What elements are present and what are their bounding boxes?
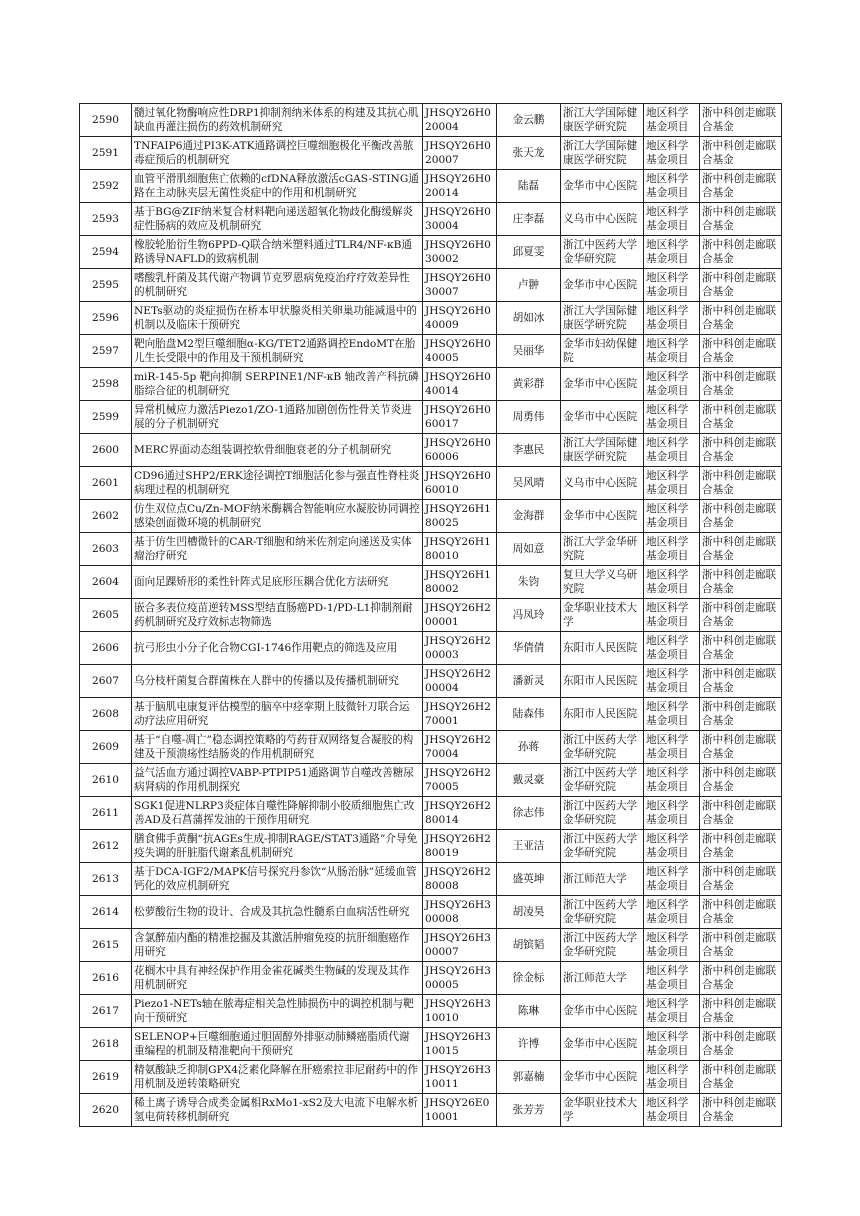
project-title: 抗弓形虫小分子化合物CGI-1746作用靶点的筛选及应用: [132, 632, 423, 665]
applicant-name: 冯凤玲: [497, 599, 561, 632]
project-type: 地区科学基金项目: [644, 1094, 700, 1127]
institution: 浙江大学国际健康医学研究院: [561, 434, 644, 467]
applicant-name: 张天龙: [497, 137, 561, 170]
fund-name: 浙中科创走廊联合基金: [700, 269, 782, 302]
institution: 浙江师范大学: [561, 863, 644, 896]
table-row: [80, 302, 782, 335]
project-type: 地区科学基金项目: [644, 764, 700, 797]
project-type: 地区科学基金项目: [644, 335, 700, 368]
fund-name: 浙中科创走廊联合基金: [700, 764, 782, 797]
fund-name: 浙中科创走廊联合基金: [700, 698, 782, 731]
institution: 义乌市中心医院: [561, 203, 644, 236]
project-type: 地区科学基金项目: [644, 995, 700, 1028]
applicant-name: 胡如冰: [497, 302, 561, 335]
project-type: 地区科学基金项目: [644, 863, 700, 896]
project-title: MERC界面动态组装调控软骨细胞衰老的分子机制研究: [132, 434, 423, 467]
serial-number: 2611: [80, 797, 132, 830]
application-code: JHSQY26H310010: [423, 995, 497, 1028]
project-title: 橡胶轮胎衍生物6PPD-Q联合纳米塑料通过TLR4/NF-κB通路诱导NAFLD的致病机制: [132, 236, 423, 269]
fund-name: 浙中科创走廊联合基金: [700, 434, 782, 467]
fund-name: 浙中科创走廊联合基金: [700, 1094, 782, 1127]
fund-name: 浙中科创走廊联合基金: [700, 632, 782, 665]
applicant-name: 陆磊: [497, 170, 561, 203]
applicant-name: 庄李磊: [497, 203, 561, 236]
fund-name: 浙中科创走廊联合基金: [700, 929, 782, 962]
serial-number: 2613: [80, 863, 132, 896]
applicant-name: 吴丽华: [497, 335, 561, 368]
application-code: JHSQY26H060010: [423, 467, 497, 500]
table-row: [80, 236, 782, 269]
table-row: [80, 665, 782, 698]
fund-name: 浙中科创走廊联合基金: [700, 104, 782, 137]
fund-name: 浙中科创走廊联合基金: [700, 896, 782, 929]
application-code: JHSQY26H270004: [423, 731, 497, 764]
institution: 复旦大学义乌研究院: [561, 566, 644, 599]
serial-number: 2602: [80, 500, 132, 533]
serial-number: 2601: [80, 467, 132, 500]
serial-number: 2592: [80, 170, 132, 203]
table-row: [80, 962, 782, 995]
fund-name: 浙中科创走廊联合基金: [700, 1061, 782, 1094]
fund-name: 浙中科创走廊联合基金: [700, 302, 782, 335]
applicant-name: 盛英坤: [497, 863, 561, 896]
serial-number: 2609: [80, 731, 132, 764]
applicant-name: 陈琳: [497, 995, 561, 1028]
project-type: 地区科学基金项目: [644, 104, 700, 137]
project-title: NETs驱动的炎症损伤在桥本甲状腺炎相关卵巢功能减退中的机制以及临床干预研究: [132, 302, 423, 335]
application-code: JHSQY26E010001: [423, 1094, 497, 1127]
project-type: 地区科学基金项目: [644, 170, 700, 203]
fund-name: 浙中科创走廊联合基金: [700, 797, 782, 830]
applicant-name: 吴风晴: [497, 467, 561, 500]
institution: 金华市中心医院: [561, 995, 644, 1028]
project-type: 地区科学基金项目: [644, 665, 700, 698]
application-code: JHSQY26H030002: [423, 236, 497, 269]
application-code: JHSQY26H180002: [423, 566, 497, 599]
project-title: Piezo1-NETs轴在脓毒症相关急性肺损伤中的调控机制与靶向干预研究: [132, 995, 423, 1028]
project-title: 膳食佛手黄酮“抗AGEs生成-抑制RAGE/STAT3通路”介导免疫失调的肝脏脂代谢紊乱机制研究: [132, 830, 423, 863]
project-title: 稀土离子诱导合成类金属相RxMo1-xS2及大电流下电解水析氢电荷转移机制研究: [132, 1094, 423, 1127]
application-code: JHSQY26H040014: [423, 368, 497, 401]
institution: 浙江大学金华研究院: [561, 533, 644, 566]
project-title: 松萝酸衍生物的设计、合成及其抗急性髓系白血病活性研究: [132, 896, 423, 929]
project-type: 地区科学基金项目: [644, 401, 700, 434]
serial-number: 2598: [80, 368, 132, 401]
applicant-name: 周勇伟: [497, 401, 561, 434]
applicant-name: 徐志伟: [497, 797, 561, 830]
project-type: 地区科学基金项目: [644, 467, 700, 500]
serial-number: 2604: [80, 566, 132, 599]
serial-number: 2612: [80, 830, 132, 863]
project-type: 地区科学基金项目: [644, 500, 700, 533]
institution: 东阳市人民医院: [561, 632, 644, 665]
fund-name: 浙中科创走廊联合基金: [700, 500, 782, 533]
institution: 浙江大学国际健康医学研究院: [561, 104, 644, 137]
project-title: miR-145-5p 靶向抑制 SERPINE1/NF-κB 轴改善产科抗磷脂综合征的机制研究: [132, 368, 423, 401]
project-type: 地区科学基金项目: [644, 434, 700, 467]
table-row: [80, 995, 782, 1028]
institution: 浙江大学国际健康医学研究院: [561, 302, 644, 335]
application-code: JHSQY26H310015: [423, 1028, 497, 1061]
project-type: 地区科学基金项目: [644, 533, 700, 566]
institution: 金华市中心医院: [561, 500, 644, 533]
serial-number: 2599: [80, 401, 132, 434]
project-title: 基于DCA-IGF2/MAPK信号探究丹参饮“从肠治脉”延缓血管钙化的效应机制研究: [132, 863, 423, 896]
application-code: JHSQY26H200001: [423, 599, 497, 632]
fund-name: 浙中科创走廊联合基金: [700, 467, 782, 500]
application-code: JHSQY26H060017: [423, 401, 497, 434]
application-code: JHSQY26H300008: [423, 896, 497, 929]
table-row: [80, 566, 782, 599]
project-title: 髓过氧化物酶响应性DRP1抑制剂纳米体系的构建及其抗心肌缺血再灌注损伤的药效机制研究: [132, 104, 423, 137]
project-title: 基于仿生凹槽微针的CAR-T细胞和纳米佐剂定向递送及实体瘤治疗研究: [132, 533, 423, 566]
table-body: [80, 104, 782, 1127]
project-type: 地区科学基金项目: [644, 599, 700, 632]
fund-name: 浙中科创走廊联合基金: [700, 1028, 782, 1061]
table-row: [80, 1094, 782, 1127]
project-title: 乌分枝杆菌复合群菌株在人群中的传播以及传播机制研究: [132, 665, 423, 698]
serial-number: 2591: [80, 137, 132, 170]
table-row: [80, 896, 782, 929]
project-type: 地区科学基金项目: [644, 137, 700, 170]
table-row: [80, 731, 782, 764]
project-type: 地区科学基金项目: [644, 368, 700, 401]
institution: 金华市妇幼保健院: [561, 335, 644, 368]
fund-name: 浙中科创走廊联合基金: [700, 533, 782, 566]
applicant-name: 李惠民: [497, 434, 561, 467]
application-code: JHSQY26H040005: [423, 335, 497, 368]
application-code: JHSQY26H270001: [423, 698, 497, 731]
serial-number: 2618: [80, 1028, 132, 1061]
project-type: 地区科学基金项目: [644, 698, 700, 731]
table-row: [80, 203, 782, 236]
institution: 浙江中医药大学金华研究院: [561, 236, 644, 269]
institution: 金华市中心医院: [561, 1061, 644, 1094]
project-title: CD96通过SHP2/ERK途径调控T细胞活化参与强直性脊柱炎病理过程的机制研究: [132, 467, 423, 500]
applicant-name: 卢翀: [497, 269, 561, 302]
table-row: [80, 797, 782, 830]
project-type: 地区科学基金项目: [644, 302, 700, 335]
applicant-name: 金云鹏: [497, 104, 561, 137]
applicant-name: 胡凌昊: [497, 896, 561, 929]
application-code: JHSQY26H270005: [423, 764, 497, 797]
serial-number: 2608: [80, 698, 132, 731]
project-type: 地区科学基金项目: [644, 731, 700, 764]
project-title: 含氯醉茄内酯的精准挖掘及其激活肿瘤免疫的抗肝细胞癌作用研究: [132, 929, 423, 962]
application-code: JHSQY26H180010: [423, 533, 497, 566]
project-title: 异常机械应力激活Piezo1/ZO-1通路加剧创伤性骨关节炎进展的分子机制研究: [132, 401, 423, 434]
serial-number: 2607: [80, 665, 132, 698]
table-row: [80, 1061, 782, 1094]
serial-number: 2620: [80, 1094, 132, 1127]
project-title: 基于脑肌电康复评估模型的脑卒中痉挛期上肢微针刀联合运动疗法应用研究: [132, 698, 423, 731]
institution: 浙江师范大学: [561, 962, 644, 995]
project-type: 地区科学基金项目: [644, 1028, 700, 1061]
table-row: [80, 764, 782, 797]
institution: 浙江中医药大学金华研究院: [561, 731, 644, 764]
applicant-name: 王亚洁: [497, 830, 561, 863]
application-code: JHSQY26H310011: [423, 1061, 497, 1094]
project-title: TNFAIP6通过PI3K-ATK通路调控巨噬细胞极化平衡改善脓毒症预后的机制研究: [132, 137, 423, 170]
fund-name: 浙中科创走廊联合基金: [700, 962, 782, 995]
institution: 义乌市中心医院: [561, 467, 644, 500]
serial-number: 2593: [80, 203, 132, 236]
institution: 金华市中心医院: [561, 401, 644, 434]
project-type: 地区科学基金项目: [644, 236, 700, 269]
application-code: JHSQY26H280019: [423, 830, 497, 863]
applicant-name: 张芳芳: [497, 1094, 561, 1127]
applicant-name: 周如意: [497, 533, 561, 566]
application-code: JHSQY26H020007: [423, 137, 497, 170]
fund-name: 浙中科创走廊联合基金: [700, 137, 782, 170]
fund-name: 浙中科创走廊联合基金: [700, 863, 782, 896]
application-code: JHSQY26H200003: [423, 632, 497, 665]
project-type: 地区科学基金项目: [644, 797, 700, 830]
institution: 东阳市人民医院: [561, 665, 644, 698]
application-code: JHSQY26H200004: [423, 665, 497, 698]
fund-name: 浙中科创走廊联合基金: [700, 830, 782, 863]
table-row: [80, 368, 782, 401]
fund-name: 浙中科创走廊联合基金: [700, 995, 782, 1028]
application-code: JHSQY26H180025: [423, 500, 497, 533]
institution: 金华市中心医院: [561, 368, 644, 401]
project-type: 地区科学基金项目: [644, 929, 700, 962]
institution: 浙江中医药大学金华研究院: [561, 830, 644, 863]
institution: 金华市中心医院: [561, 269, 644, 302]
table-row: [80, 434, 782, 467]
table-row: [80, 401, 782, 434]
project-title: 嗜酸乳杆菌及其代谢产物调节克罗恩病免疫治疗疗效差异性的机制研究: [132, 269, 423, 302]
serial-number: 2616: [80, 962, 132, 995]
project-type: 地区科学基金项目: [644, 962, 700, 995]
serial-number: 2603: [80, 533, 132, 566]
serial-number: 2595: [80, 269, 132, 302]
fund-name: 浙中科创走廊联合基金: [700, 665, 782, 698]
project-title: 益气活血方通过调控VABP-PTPIP51通路调节自噬改善糖尿病肾病的作用机制探究: [132, 764, 423, 797]
application-code: JHSQY26H280008: [423, 863, 497, 896]
project-type: 地区科学基金项目: [644, 830, 700, 863]
institution: 金华市中心医院: [561, 1028, 644, 1061]
fund-name: 浙中科创走廊联合基金: [700, 401, 782, 434]
institution: 浙江中医药大学金华研究院: [561, 896, 644, 929]
project-title: 嵌合多表位疫苗逆转MSS型结直肠癌PD-1/PD-L1抑制剂耐药机制研究及疗效标志物筛选: [132, 599, 423, 632]
application-code: JHSQY26H030007: [423, 269, 497, 302]
project-type: 地区科学基金项目: [644, 269, 700, 302]
project-table: [79, 103, 782, 1127]
application-code: JHSQY26H040009: [423, 302, 497, 335]
serial-number: 2615: [80, 929, 132, 962]
project-title: 面向足踝矫形的柔性针阵式足底形压耦合优化方法研究: [132, 566, 423, 599]
table-row: [80, 929, 782, 962]
application-code: JHSQY26H060006: [423, 434, 497, 467]
applicant-name: 戴灵豪: [497, 764, 561, 797]
project-title: 仿生双位点Cu/Zn-MOF纳米酶耦合智能响应水凝胶协同调控感染创面微环境的机制研究: [132, 500, 423, 533]
project-type: 地区科学基金项目: [644, 896, 700, 929]
table-row: [80, 1028, 782, 1061]
table-row: [80, 467, 782, 500]
application-code: JHSQY26H300007: [423, 929, 497, 962]
fund-name: 浙中科创走廊联合基金: [700, 236, 782, 269]
fund-name: 浙中科创走廊联合基金: [700, 203, 782, 236]
applicant-name: 华倩倩: [497, 632, 561, 665]
applicant-name: 陆森伟: [497, 698, 561, 731]
project-title: 基于BG@ZIF纳米复合材料靶向递送超氧化物歧化酶缓解炎症性肠病的效应及机制研究: [132, 203, 423, 236]
project-title: SELENOP+巨噬细胞通过胆固醇外排驱动肺鳞癌脂质代谢重编程的机制及精准靶向干预研究: [132, 1028, 423, 1061]
serial-number: 2600: [80, 434, 132, 467]
project-type: 地区科学基金项目: [644, 1061, 700, 1094]
serial-number: 2617: [80, 995, 132, 1028]
applicant-name: 邱夏雯: [497, 236, 561, 269]
project-title: 血管平滑肌细胞焦亡依赖的cfDNA释放激活cGAS-STING通路在主动脉夹层无菌性炎症中的作用和机制研究: [132, 170, 423, 203]
applicant-name: 郭嘉楠: [497, 1061, 561, 1094]
applicant-name: 许博: [497, 1028, 561, 1061]
serial-number: 2596: [80, 302, 132, 335]
table-row: [80, 335, 782, 368]
serial-number: 2614: [80, 896, 132, 929]
serial-number: 2605: [80, 599, 132, 632]
fund-name: 浙中科创走廊联合基金: [700, 731, 782, 764]
fund-name: 浙中科创走廊联合基金: [700, 368, 782, 401]
table-row: [80, 698, 782, 731]
institution: 浙江大学国际健康医学研究院: [561, 137, 644, 170]
project-type: 地区科学基金项目: [644, 203, 700, 236]
application-code: JHSQY26H020004: [423, 104, 497, 137]
project-type: 地区科学基金项目: [644, 566, 700, 599]
serial-number: 2606: [80, 632, 132, 665]
institution: 浙江中医药大学金华研究院: [561, 764, 644, 797]
applicant-name: 朱钧: [497, 566, 561, 599]
fund-name: 浙中科创走廊联合基金: [700, 566, 782, 599]
table-row: [80, 632, 782, 665]
table-row: [80, 269, 782, 302]
serial-number: 2590: [80, 104, 132, 137]
serial-number: 2619: [80, 1061, 132, 1094]
table-row: [80, 137, 782, 170]
applicant-name: 孙蒋: [497, 731, 561, 764]
applicant-name: 胡镔韬: [497, 929, 561, 962]
application-code: JHSQY26H030004: [423, 203, 497, 236]
application-code: JHSQY26H300005: [423, 962, 497, 995]
project-title: 基于“自噬-凋亡”稳态调控策略的芍药苷双网络复合凝胶的构建及干预溃疡性结肠炎的作用机制研究: [132, 731, 423, 764]
application-code: JHSQY26H280014: [423, 797, 497, 830]
applicant-name: 徐金标: [497, 962, 561, 995]
applicant-name: 金海群: [497, 500, 561, 533]
applicant-name: 潘新灵: [497, 665, 561, 698]
fund-name: 浙中科创走廊联合基金: [700, 599, 782, 632]
project-type: 地区科学基金项目: [644, 632, 700, 665]
serial-number: 2594: [80, 236, 132, 269]
project-title: 花榈木中具有神经保护作用金雀花碱类生物碱的发现及其作用机制研究: [132, 962, 423, 995]
project-title: 靶向胎盘M2型巨噬细胞α-KG/TET2通路调控EndoMT在胎儿生长受限中的作用及干预机制研究: [132, 335, 423, 368]
serial-number: 2610: [80, 764, 132, 797]
institution: 浙江中医药大学金华研究院: [561, 929, 644, 962]
table-row: [80, 599, 782, 632]
institution: 浙江中医药大学金华研究院: [561, 797, 644, 830]
table-row: [80, 863, 782, 896]
applicant-name: 黄彩群: [497, 368, 561, 401]
table-row: [80, 104, 782, 137]
serial-number: 2597: [80, 335, 132, 368]
institution: 金华职业技术大学: [561, 599, 644, 632]
table-row: [80, 170, 782, 203]
application-code: JHSQY26H020014: [423, 170, 497, 203]
table-row: [80, 500, 782, 533]
project-title: 精氨酸缺乏抑制GPX4泛素化降解在肝癌索拉非尼耐药中的作用机制及逆转策略研究: [132, 1061, 423, 1094]
institution: 金华市中心医院: [561, 170, 644, 203]
fund-name: 浙中科创走廊联合基金: [700, 335, 782, 368]
table-row: [80, 533, 782, 566]
institution: 东阳市人民医院: [561, 698, 644, 731]
table-row: [80, 830, 782, 863]
project-title: SGK1促进NLRP3炎症体自噬性降解抑制小胶质细胞焦亡改善AD及石菖蒲挥发油的干预作用研究: [132, 797, 423, 830]
fund-name: 浙中科创走廊联合基金: [700, 170, 782, 203]
institution: 金华职业技术大学: [561, 1094, 644, 1127]
